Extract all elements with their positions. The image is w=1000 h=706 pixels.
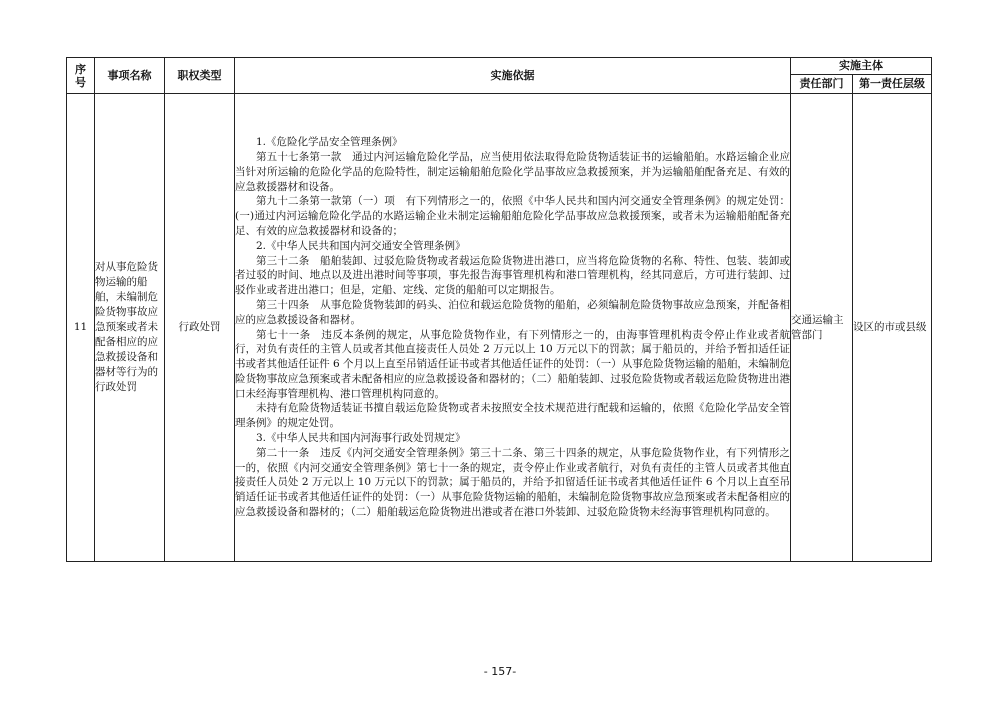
row-basis — [235, 94, 791, 562]
basis-paragraph: 未持有危险货物适装证书擅自载运危险货物或者未按照安全技术规范进行配载和运输的，依照《危险化学品安全管理条例》的规定处罚。 — [235, 402, 790, 430]
basis-paragraph: 第三十四条 从事危险货物装卸的码头、泊位和载运危险货物的船舶，必须编制危险货物事故应急预案，并配备相应的应急救援设备和器材。 — [235, 298, 790, 326]
header-subject: 实施主体 — [791, 58, 932, 75]
header-seq: 序号 — [67, 58, 95, 94]
basis-paragraph: 1.《危险化学品安全管理条例》 — [256, 136, 403, 149]
header-basis: 实施依据 — [235, 58, 791, 94]
header-power-type: 职权类型 — [165, 58, 235, 94]
header-dept: 责任部门 — [791, 75, 853, 94]
header-level: 第一责任层级 — [853, 75, 932, 94]
basis-paragraph: 第二十一条 违反《内河交通安全管理条例》第三十二条、第三十四条的规定，从事危险货物作业，有下列情形之一的，依照《内河交通安全管理条例》第七十一条的规定，责令停止作业或者航行，对负有责任的主管人员或者其他直接责任人员处 2 万元以上 10 万元以下的罚款；属于船员的，并给予扣留适任证书或者其他适任证件 6 个月以上直至吊销适任证书或者其他适任证件的处罚：（一）从事危险货物运输的船舶，未编制危险货物事故应急预案或者未配备相应的应急救援设备和器材的；（二）船舶载运危险货物进出港或者在港口外装卸、过驳危险货物未经海事管理机构同意的。 — [235, 446, 790, 519]
row-power-type: 行政处罚 — [165, 94, 235, 562]
basis-paragraph: 第五十七条第一款 通过内河运输危险化学品，应当使用依法取得危险货物适装证书的运输船舶。水路运输企业应当针对所运输的危险化学品的危险特性，制定运输船舶危险化学品事故应急救援预案，并为运输船舶配备充足、有效的应急救援器材和设备。 — [235, 150, 790, 193]
header-item-name: 事项名称 — [95, 58, 165, 94]
row-item-name: 对从事危险货物运输的船舶，未编制危险货物事故应急预案或者未配备相应的应急救援设备和器材等行为的行政处罚 — [95, 94, 165, 562]
basis-paragraph: 3.《中华人民共和国内河海事行政处罚规定》 — [256, 432, 466, 445]
basis-paragraph: 第三十二条 船舶装卸、过驳危险货物或者载运危险货物进出港口，应当将危险货物的名称、特性、包装、装卸或者过驳的时间、地点以及进出港时间等事项，事先报告海事管理机构和港口管理机构，经其同意后，方可进行装卸、过驳作业或者进出港口；但是，定船、定线、定货的船舶可以定期报告。 — [235, 254, 790, 297]
basis-paragraph: 第七十一条 违反本条例的规定，从事危险货物作业，有下列情形之一的，由海事管理机构责令停止作业或者航行，对负有责任的主管人员或者其他直接责任人员处 2 万元以上 10 万元以下的罚款；属于船员的，并给予暂扣适任证书或者其他适任证件 6 个月以上直至吊销适任证书或者其他适任证件的处罚：（一）从事危险货物运输的船舶，未编制危险货物事故应急预案或者未配备相应的应急救援设备和器材的；（二）船舶装卸、过驳危险货物或者载运危险货物进出港口未经海事管理机构、港口管理机构同意的。 — [235, 328, 790, 400]
row-seq: 11 — [67, 94, 95, 562]
basis-paragraph: 第九十二条第一款第（一）项 有下列情形之一的，依照《中华人民共和国内河交通安全管理条例》的规定处罚：(一)通过内河运输危险化学品的水路运输企业未制定运输船舶危险化学品事故应急救援预案，或者未为运输船舶配备充足、有效的应急救援器材和设备的； — [235, 195, 790, 237]
implementation-table — [66, 57, 932, 562]
row-dept: 交通运输主管部门 — [791, 94, 853, 562]
row-level: 设区的市或县级 — [853, 94, 932, 562]
page-number: - 157- — [483, 665, 517, 678]
table-row — [67, 94, 932, 562]
basis-paragraph: 2.《中华人民共和国内河交通安全管理条例》 — [256, 239, 466, 252]
